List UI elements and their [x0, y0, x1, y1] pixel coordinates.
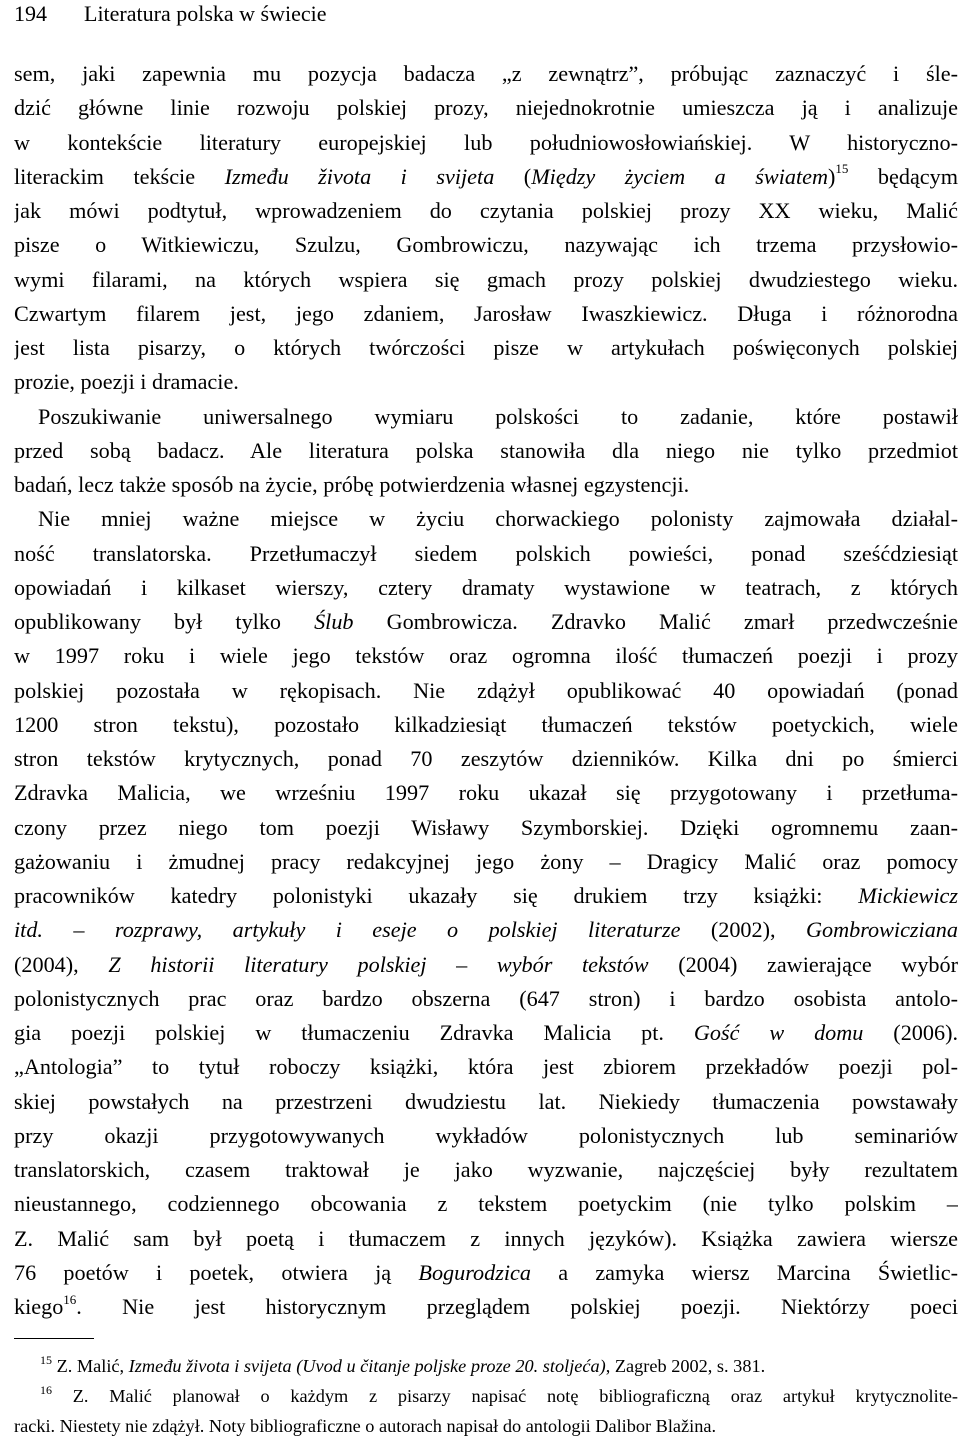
text-line	[14, 1016, 958, 1050]
footnote-15	[14, 1351, 958, 1381]
text-line: dzić główne linie rozwoju polskiej prozy, niejednokrotnie umieszcza ją i analizuje	[14, 95, 958, 121]
title-italic: Ślub	[314, 609, 354, 634]
text-line: przed sobą badacz. Ale literatura polska stanowiła dla niego nie tylko przedmiot	[14, 437, 958, 463]
text-line: jest lista pisarzy, o których twórczości pisze w artykułach poświęconych polskiej	[14, 335, 958, 360]
footnote-ref-16: 16	[63, 1291, 77, 1307]
text-fragment: kiego	[14, 1294, 64, 1319]
text-line: wymi filarami, na których wspiera się gmach prozy polskiej dwudziestego wieku.	[14, 266, 958, 292]
footnote-number: 16	[40, 1382, 52, 1397]
footnote-16	[14, 1381, 958, 1411]
title-italic: Gombrowicziana	[805, 917, 958, 943]
title-italic: itd. – rozprawy, artykuły i eseje o polskiej literaturze	[14, 917, 681, 943]
text-fragment: a zamyka wiersz Marcina Świetlic-	[530, 1259, 958, 1285]
text-line: badań, lecz także sposób na życie, próbę potwierdzenia własnej egzystencji.	[14, 472, 690, 497]
text-fragment: (2002),	[680, 917, 806, 943]
title-italic: Između života i svijeta (Uvod u čitanje poljske proze 20. stoljeća)	[128, 1356, 606, 1376]
title-italic: Między życiem a światem	[531, 163, 829, 189]
text-line: Poszukiwanie uniwersalnego wymiaru polskości to zadanie, które postawił	[38, 403, 958, 429]
text-fragment: opublikowany był tylko	[14, 609, 315, 634]
text-fragment: . Nie jest historycznym przeglądem polskiej poezji. Niektórzy poeci	[76, 1294, 958, 1319]
text-line	[14, 605, 958, 639]
text-line: w kontekście literatury europejskiej lub południowosłowiańskiej. W historyczno-	[14, 129, 958, 155]
text-line: jak mówi podtytuł, wprowadzeniem do czytania polskiej prozy XX wieku, Malić	[14, 198, 958, 223]
title-italic: Z historii literatury polskiej – wybór tekstów	[108, 951, 649, 977]
text-line: w 1997 roku i wiele jego tekstów oraz ogromna ilość tłumaczeń poezji i prozy	[14, 643, 958, 669]
text-fragment: będącym	[848, 163, 958, 189]
text-line: Czwartym filarem jest, jego zdaniem, Jarosław Iwaszkiewicz. Długa i różnorodna	[14, 300, 958, 326]
footnote-ref-15: 15	[835, 161, 849, 177]
text-line	[14, 1256, 958, 1290]
main-text	[14, 57, 958, 1324]
text-line: Z. Malić sam był poetą i tłumaczem z innych języków). Książka zawiera wiersze	[14, 1225, 958, 1251]
text-line: polskiej pozostała w rękopisach. Nie zdążył opublikować 40 opowiadań (ponad	[14, 677, 958, 703]
text-line: stron tekstów krytycznych, ponad 70 zeszytów dzienników. Kilka dni po śmierci	[14, 746, 958, 771]
running-title: Literatura polska w świecie	[84, 1, 327, 26]
text-line: nieustannego, codziennego obcowania z tekstem poetyckim (nie tylko polskim –	[14, 1191, 958, 1217]
text-fragment: (	[494, 163, 532, 189]
text-line: prozie, poezji i dramacie.	[14, 369, 239, 395]
footnotes	[14, 1351, 958, 1441]
text-line: Nie mniej ważne miejsce w życiu chorwackiego polonisty zajmowała działal-	[38, 506, 958, 532]
footnote-16-continued: racki. Niestety nie zdążył. Noty bibliograficzne o autorach napisał do antologii Dalibor Blažina.	[14, 1416, 717, 1436]
title-italic: Bogurodzica	[418, 1259, 531, 1285]
page-number: 194	[14, 1, 47, 26]
text-fragment: 76 poetów i poetek, otwiera ją	[14, 1259, 419, 1285]
running-header	[14, 0, 327, 28]
text-line	[14, 913, 958, 947]
text-line: „Antologia” to tytuł roboczy książki, która jest zbiorem przekładów poezji pol-	[14, 1054, 958, 1080]
text-line: polonistycznych prac oraz bardzo obszerna (647 stron) i bardzo osobista antolo-	[14, 985, 958, 1011]
text-fragment: pracowników katedry polonistyki ukazały się drukiem trzy książki:	[14, 883, 859, 908]
footnote-number: 15	[40, 1352, 52, 1367]
text-line: opowiadań i kilkaset wierszy, cztery dramaty wystawione w teatrach, z których	[14, 574, 958, 600]
text-fragment: literackim tekście	[14, 163, 225, 189]
text-line	[14, 160, 958, 194]
text-fragment: Gombrowicza. Zdravko Malić zmarł przedwcześnie	[353, 609, 958, 634]
text-fragment: (2004) zawierające wybór	[648, 951, 958, 977]
text-line: sem, jaki zapewnia mu pozycja badacza „z zewnątrz”, próbując zaznaczyć i śle-	[14, 61, 958, 86]
title-italic: Mickiewicz	[858, 883, 958, 908]
footnote-separator	[14, 1338, 94, 1339]
footnote-text: Z. Malić,	[52, 1356, 129, 1376]
text-line: skiej powstałych na przestrzeni dwudziestu lat. Niekiedy tłumaczenia powstawały	[14, 1088, 958, 1114]
footnote-text: , Zagreb 2002, s. 381.	[605, 1356, 766, 1376]
text-line: gażowaniu i żmudnej pracy redakcyjnej jego żony – Dragicy Malić oraz pomocy	[14, 848, 958, 874]
text-line: 1200 stron tekstu), pozostało kilkadziesiąt tłumaczeń tekstów poetyckich, wiele	[14, 711, 958, 737]
title-italic: Između života i svijeta	[224, 163, 495, 189]
text-fragment: gia poezji polskiej w tłumaczeniu Zdravka Malicia pt.	[14, 1020, 694, 1045]
text-line: translatorskich, czasem traktował je jako wyzwanie, najczęściej były rezultatem	[14, 1157, 958, 1182]
text-line	[14, 879, 958, 913]
text-line: ność translatorska. Przetłumaczył siedem polskich powieści, ponad sześćdziesiąt	[14, 540, 958, 566]
text-fragment: (2006).	[863, 1020, 958, 1045]
title-italic: Gość w domu	[693, 1020, 864, 1045]
text-line: Zdravka Malicia, we wrześniu 1997 roku ukazał się przygotowany i przetłuma-	[14, 780, 958, 806]
text-line: pisze o Witkiewiczu, Szulzu, Gombrowiczu, nazywając ich trzema przysłowio-	[14, 232, 958, 258]
text-line: przy okazji przygotowywanych wykładów polonistycznych lub seminariów	[14, 1122, 958, 1148]
text-line	[14, 948, 958, 982]
text-line: czony przez niego tom poezji Wisławy Szymborskiej. Dzięki ogromnemu zaan-	[14, 814, 958, 840]
text-line	[14, 1290, 958, 1324]
text-fragment: (2004),	[14, 951, 109, 977]
footnote-text: Z. Malić planował o każdym z pisarzy napisać notę bibliograficzną oraz artykuł krytycznolite-	[52, 1386, 958, 1406]
text-fragment: )	[828, 163, 836, 189]
